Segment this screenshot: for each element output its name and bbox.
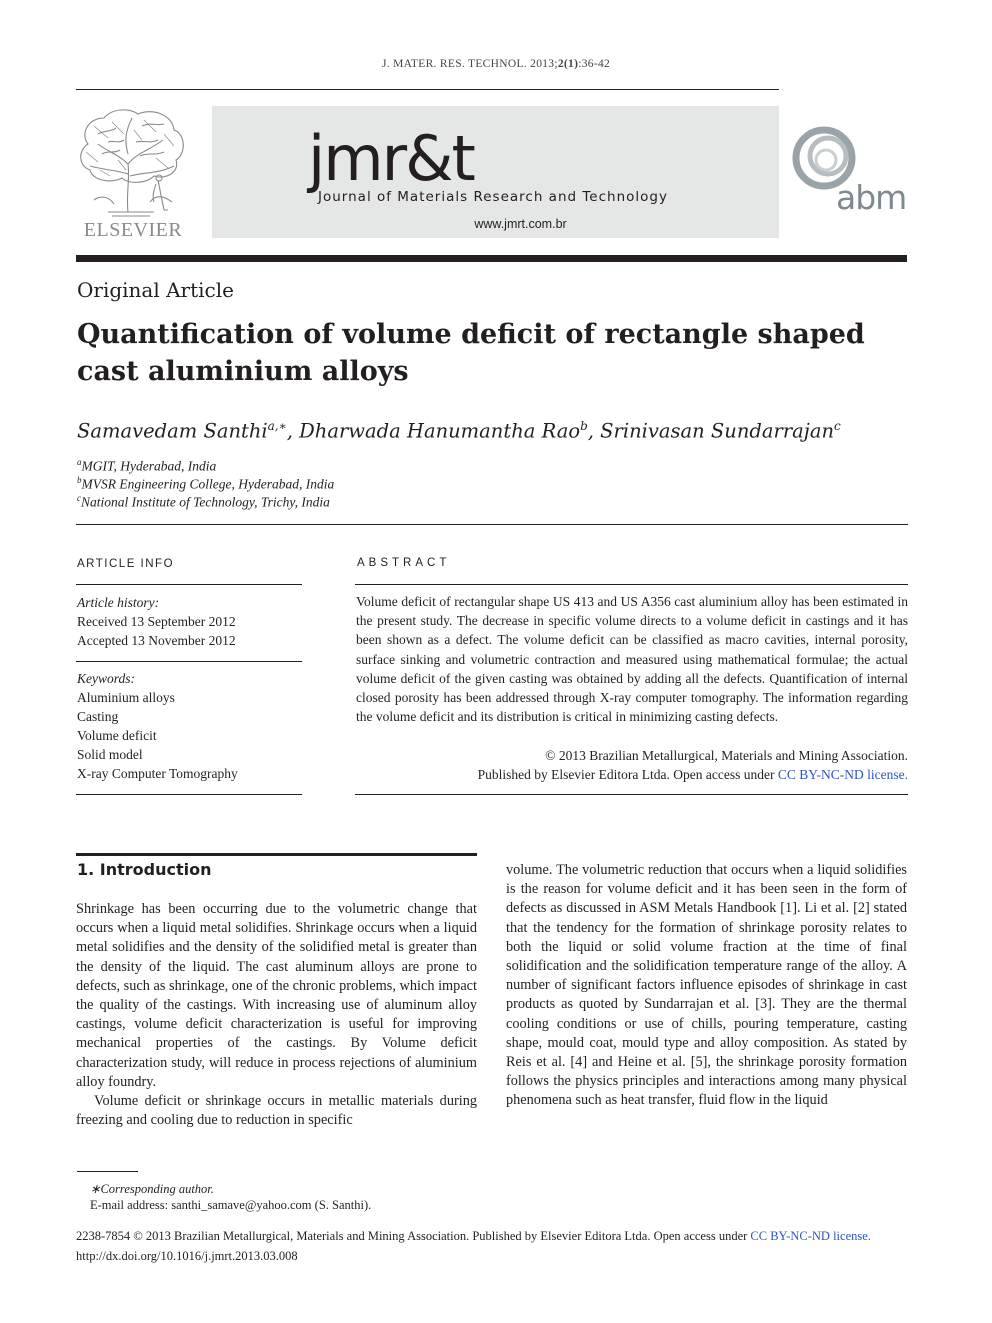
right-column bbox=[506, 861, 907, 1111]
email-label: E-mail address: bbox=[90, 1198, 169, 1212]
received-date: Received 13 September 2012 bbox=[77, 614, 236, 629]
keywords-label: Keywords: bbox=[77, 671, 135, 686]
author-sup: a,∗ bbox=[267, 419, 287, 433]
email-address[interactable]: santhi_samave@yahoo.com bbox=[171, 1198, 312, 1212]
section-heading: 1. Introduction bbox=[77, 860, 212, 879]
divider bbox=[355, 584, 908, 585]
running-head-volume: 2 bbox=[557, 58, 564, 70]
keyword: Solid model bbox=[77, 747, 143, 762]
divider bbox=[76, 661, 302, 662]
paragraph: volume. The volumetric reduction that occurs when a liquid solidifies is the reason for volume deficit and it has been seen in the form of defects as discussed in ASM Metals Handbook [1]. Li et al. [2] stated that the tendency for the formation of shrinkage porosity relates to both the liquid or solid volume fraction at the time of final solidification and the solidification temperature range of the alloy. A number of significant factors influence episodes of shrinkage in cast products as quoted by Sundarrajan et al. [3]. They are the thermal cooling conditions or use of chills, pouring temperature, casting shape, mould coat, mould type and alloy composition. As stated by Reis et al. [4] and Heine et al. [5], the shrinkage porosity formation follows the physics principles and interactions among many physical phenomena such as heat transfer, fluid flow in the liquid bbox=[506, 862, 907, 1109]
paragraph: Shrinkage has been occurring due to the volumetric change that occurs when a liquid metal solidifies. Shrinkage occurs when a liquid metal solidifies and the density of the solidified metal is greater than the density of the liquid. The cast aluminum alloys are prone to defects, such as shrinkage, one of the chronic problems, which impact the quality of the castings. With increasing use of aluminum alloy castings, volume deficit characterization is useful for improving mechanical properties of the castings. By Volume deficit characterization study, will reduce in process rejections of aluminium alloy foundry. bbox=[76, 901, 477, 1090]
affiliation: $^a$MGIT, Hyderabad, India bbox=[77, 457, 217, 474]
author-name[interactable]: Srinivasan Sundarrajan bbox=[600, 419, 835, 443]
keyword: Casting bbox=[77, 709, 119, 724]
paragraph: Volume deficit or shrinkage occurs in metallic materials during freezing and cooling due to reduction in specific bbox=[76, 1093, 477, 1129]
author-name[interactable]: Dharwada Hanumantha Rao bbox=[299, 419, 581, 443]
author-sup: b bbox=[580, 419, 588, 433]
email-note: E-mail address: santhi_samave@yahoo.com (S. Santhi). bbox=[90, 1198, 372, 1212]
issn-text: 2238-7854 © 2013 Brazilian Metallurgical, Materials and Mining Association. Published by Elsevier Editora Ltda. bbox=[76, 1229, 651, 1243]
article-info-heading: ARTICLE INFO bbox=[77, 558, 175, 570]
author-list: Samavedam Santhi$^{a,∗}$, Dharwada Hanumantha Rao$^b$, Srinivasan Sundarrajan$^c$ bbox=[77, 419, 841, 443]
doi-link[interactable]: http://dx.doi.org/10.1016/j.jmrt.2013.03.008 bbox=[76, 1249, 298, 1263]
divider bbox=[355, 794, 908, 795]
history-label: Article history: bbox=[77, 595, 160, 610]
accepted-date: Accepted 13 November 2012 bbox=[77, 633, 236, 648]
abstract-license-line bbox=[356, 765, 908, 784]
journal-subtitle: Journal of Materials Research and Technology bbox=[318, 189, 668, 205]
license-link[interactable]: CC BY-NC-ND license. bbox=[777, 767, 908, 782]
left-column bbox=[76, 900, 477, 1130]
keyword: X-ray Computer Tomography bbox=[77, 766, 238, 781]
abstract-text: Volume deficit of rectangular shape US 413 and US A356 cast aluminium alloy has been estimated in the present study. The decrease in specific volume directs to a volume deficit in castings and it has been shown as a defect. The volume deficit can be classified as macro cavities, internal porosity, surface sinking and volumetric contraction and measured using mathematical formulae; the actual volume deficit of the given casting was obtained by adding all the defects. Quantification of internal closed porosity has been addressed through X-ray computer tomography. The information regarding the volume deficit and its distribution is critical in minimizing casting defects. bbox=[356, 594, 908, 725]
running-head-pages: :36-42 bbox=[578, 58, 611, 70]
divider bbox=[76, 794, 302, 795]
keywords-block bbox=[77, 669, 238, 783]
divider bbox=[76, 524, 908, 525]
open-access-label: Open access under bbox=[673, 767, 775, 782]
article-title: Quantification of volume deficit of rectangle shaped cast aluminium alloys bbox=[77, 319, 865, 387]
abstract-copyright: © 2013 Brazilian Metallurgical, Materials and Mining Association. bbox=[545, 748, 908, 763]
keyword: Aluminium alloys bbox=[77, 690, 175, 705]
author-name[interactable]: Samavedam Santhi bbox=[77, 419, 268, 443]
running-head-prefix: J. MATER. RES. TECHNOL. 2013; bbox=[381, 58, 558, 70]
published-by: Published by Elsevier Editora Ltda. bbox=[477, 767, 670, 782]
open-access-label: Open access under bbox=[653, 1229, 748, 1243]
affiliation: $^c$National Institute of Technology, Trichy, India bbox=[77, 493, 330, 510]
title-rule bbox=[76, 255, 907, 262]
section-rule bbox=[76, 853, 477, 856]
divider bbox=[76, 584, 302, 585]
footnote-rule bbox=[77, 1171, 138, 1172]
affiliation: $^b$MVSR Engineering College, Hyderabad, India bbox=[77, 475, 335, 492]
keyword: Volume deficit bbox=[77, 728, 157, 743]
author-sup: c bbox=[834, 419, 841, 433]
issn-line bbox=[76, 1226, 871, 1246]
corresponding-author-note: ∗Corresponding author. bbox=[90, 1182, 214, 1196]
journal-logo: jmr&t bbox=[308, 122, 474, 195]
journal-banner bbox=[212, 106, 779, 238]
license-link[interactable]: CC BY-NC-ND license. bbox=[750, 1229, 871, 1243]
abm-wordmark: abm bbox=[836, 178, 907, 217]
running-head-issue: (1) bbox=[563, 58, 579, 70]
elsevier-wordmark: ELSEVIER bbox=[83, 219, 183, 241]
article-type: Original Article bbox=[77, 278, 234, 302]
running-head bbox=[0, 58, 992, 70]
article-history bbox=[77, 593, 236, 650]
journal-url[interactable]: www.jmrt.com.br bbox=[474, 217, 567, 231]
abstract-heading: ABSTRACT bbox=[357, 557, 451, 569]
header-rule bbox=[76, 89, 779, 90]
